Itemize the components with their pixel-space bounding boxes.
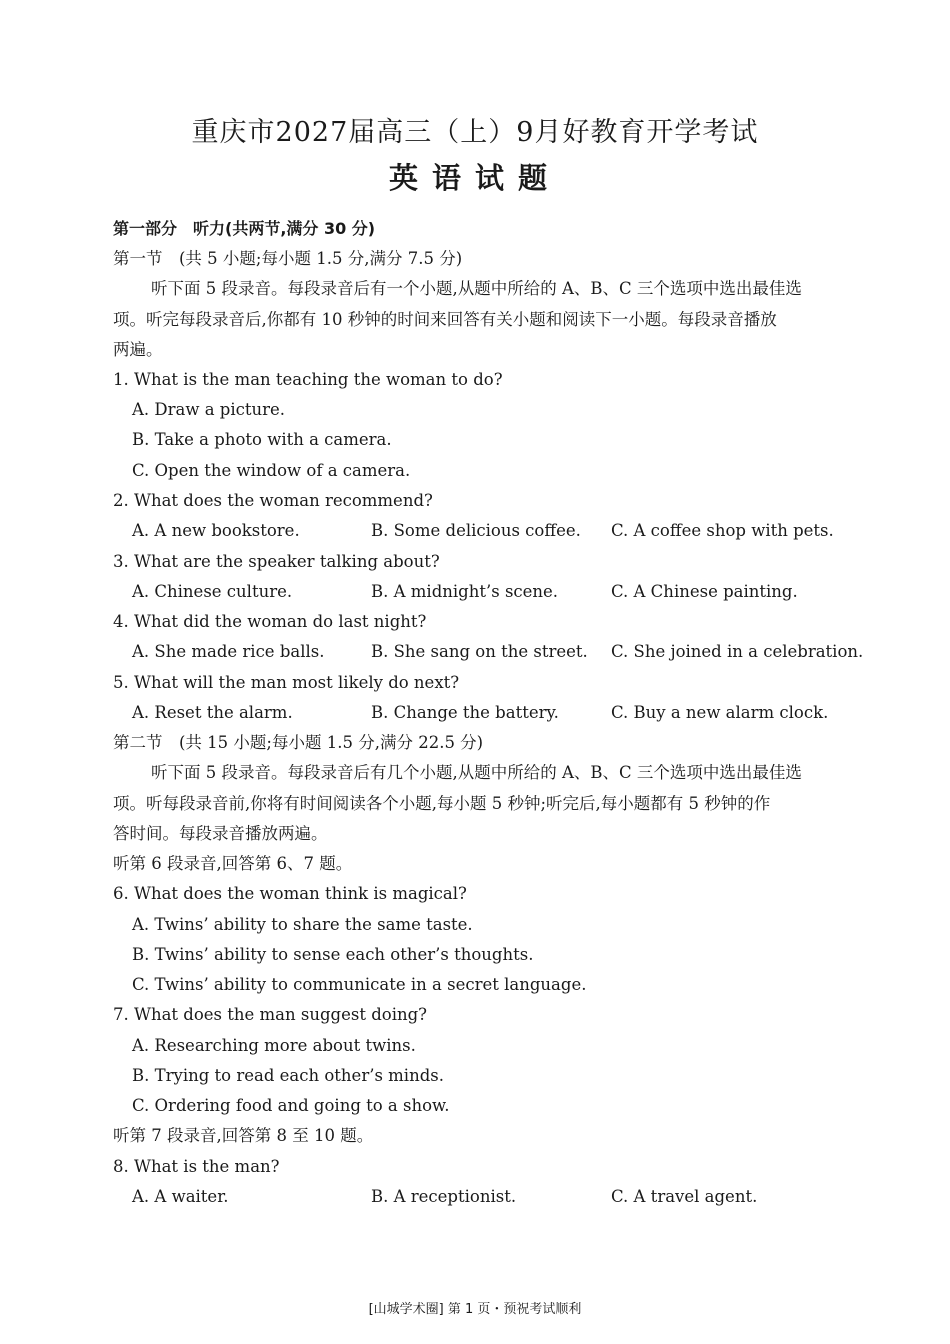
question-1-stem: 1. What is the man teaching the woman to do?: [113, 370, 503, 389]
question-6-option-c: C. Twins’ ability to communicate in a secret language.: [132, 975, 587, 994]
section1-heading: 第一节 (共 5 小题;每小题 1.5 分,满分 7.5 分): [113, 249, 463, 268]
section2-instruction-3: 答时间。每段录音播放两遍。: [113, 824, 328, 843]
question-7-option-a: A. Researching more about twins.: [132, 1036, 416, 1055]
section2-instruction-1: 听下面 5 段录音。每段录音后有几个小题,从题中所给的 A、B、C 三个选项中选出最佳选: [151, 763, 802, 782]
section1-instruction-1: 听下面 5 段录音。每段录音后有一个小题,从题中所给的 A、B、C 三个选项中选出最佳选: [151, 279, 802, 298]
question-2-option-c: C. A coffee shop with pets.: [611, 521, 834, 540]
question-5-option-a: A. Reset the alarm.: [132, 703, 293, 722]
question-3-option-a: A. Chinese culture.: [132, 582, 293, 601]
section1-instruction-3: 两遍。: [113, 340, 163, 359]
question-7-option-c: C. Ordering food and going to a show.: [132, 1096, 450, 1115]
question-8-option-b: B. A receptionist.: [371, 1187, 517, 1206]
question-2-option-b: B. Some delicious coffee.: [371, 521, 581, 540]
question-5-option-c: C. Buy a new alarm clock.: [611, 703, 829, 722]
question-6-option-a: A. Twins’ ability to share the same taste.: [132, 915, 473, 934]
question-3-option-b: B. A midnight’s scene.: [371, 582, 559, 601]
question-3-stem: 3. What are the speaker talking about?: [113, 552, 440, 571]
question-6-option-b: B. Twins’ ability to sense each other’s thoughts.: [132, 945, 534, 964]
question-2-option-a: A. A new bookstore.: [132, 521, 300, 540]
question-8-stem: 8. What is the man?: [113, 1157, 280, 1176]
part1-heading: 第一部分 听力(共两节,满分 30 分): [113, 219, 376, 238]
question-2-stem: 2. What does the woman recommend?: [113, 491, 433, 510]
question-5-stem: 5. What will the man most likely do next?: [113, 673, 460, 692]
question-8-option-a: A. A waiter.: [132, 1187, 229, 1206]
page-footer: [山城学术圈] 第 1 页・预祝考试顺利: [368, 1302, 582, 1317]
audio-7-instruction: 听第 7 段录音,回答第 8 至 10 题。: [113, 1126, 374, 1145]
section1-instruction-2: 项。听完每段录音后,你都有 10 秒钟的时间来回答有关小题和阅读下一小题。每段录音播放: [113, 310, 777, 329]
question-7-stem: 7. What does the man suggest doing?: [113, 1005, 428, 1024]
section2-heading: 第二节 (共 15 小题;每小题 1.5 分,满分 22.5 分): [113, 733, 484, 752]
question-7-option-b: B. Trying to read each other’s minds.: [132, 1066, 444, 1085]
question-3-option-c: C. A Chinese painting.: [611, 582, 798, 601]
section2-instruction-2: 项。听每段录音前,你将有时间阅读各个小题,每小题 5 秒钟;听完后,每小题都有 5 秒钟的作: [113, 794, 771, 813]
question-1-option-b: B. Take a photo with a camera.: [132, 430, 392, 449]
question-6-stem: 6. What does the woman think is magical?: [113, 884, 467, 903]
question-1-option-a: A. Draw a picture.: [132, 400, 286, 419]
question-4-stem: 4. What did the woman do last night?: [113, 612, 427, 631]
question-1-option-c: C. Open the window of a camera.: [132, 461, 411, 480]
question-8-option-c: C. A travel agent.: [611, 1187, 758, 1206]
question-5-option-b: B. Change the battery.: [371, 703, 559, 722]
question-4-option-b: B. She sang on the street.: [371, 642, 588, 661]
question-4-option-c: C. She joined in a celebration.: [611, 642, 864, 661]
question-4-option-a: A. She made rice balls.: [132, 642, 325, 661]
exam-title: 重庆市2027届高三（上）9月好教育开学考试: [191, 117, 759, 148]
audio-6-instruction: 听第 6 段录音,回答第 6、7 题。: [113, 854, 353, 873]
exam-subtitle: 英语试题: [388, 161, 561, 195]
